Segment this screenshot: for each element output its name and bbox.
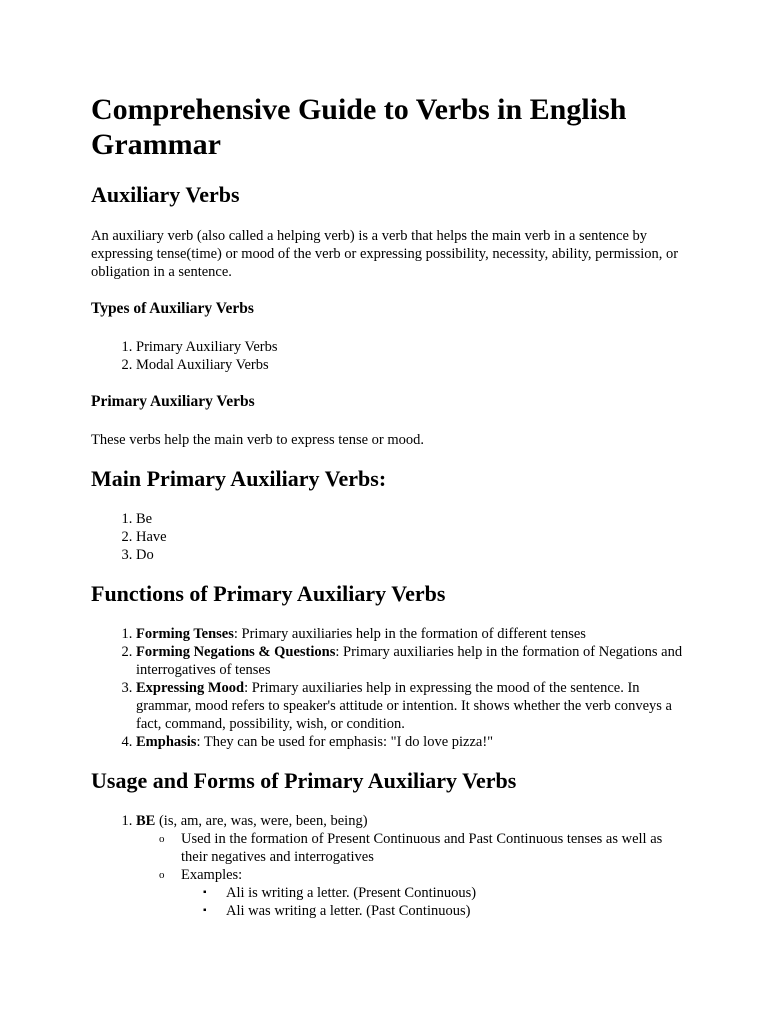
circle-bullet-icon: o	[159, 833, 165, 845]
main-primary-list	[91, 510, 691, 564]
types-heading: Types of Auxiliary Verbs	[91, 300, 254, 317]
example-item: ▪ Ali is writing a letter. (Present Continuous)	[203, 885, 477, 901]
list-item	[136, 812, 691, 920]
function-text: : Primary auxiliaries help in expressing the mood of the sentence. In grammar, mood refers to speaker's attitude or intention. It shows whether the verb conveys a fact, command, possibility, wish, or condition.	[136, 680, 672, 732]
square-bullet-icon: ▪	[203, 887, 207, 898]
function-text: : Primary auxiliaries help in the formation of different tenses	[233, 626, 586, 642]
function-text: : Primary auxiliaries help in the formation of Negations and interrogatives of tenses	[136, 644, 683, 678]
functions-heading: Functions of Primary Auxiliary Verbs	[91, 581, 446, 606]
function-term: Expressing Mood	[136, 680, 245, 696]
primary-auxiliary-heading: Primary Auxiliary Verbs	[91, 393, 255, 410]
auxiliary-intro-paragraph: An auxiliary verb (also called a helping verb) is a verb that helps the main verb in a sentence by expressing tense(time) or mood of the verb or expressing possibility, necessity, ability, permission, or obligation in a sentence.	[91, 228, 679, 280]
usage-term: BE	[136, 813, 156, 829]
examples-list	[181, 884, 691, 920]
list-item: 1. Be	[136, 510, 691, 528]
sub-list-item: o Examples: ▪ Ali is writing a letter. (Present Continuous) ▪ Ali was writing a letter. (Past Continuous)	[181, 866, 691, 920]
square-bullet-icon: ▪	[203, 905, 207, 916]
list-item	[136, 625, 691, 643]
auxiliary-verbs-heading: Auxiliary Verbs	[91, 182, 240, 207]
list-item: 1. Primary Auxiliary Verbs	[136, 338, 691, 356]
primary-auxiliary-paragraph: These verbs help the main verb to express tense or mood.	[91, 432, 425, 448]
page-title: Comprehensive Guide to Verbs in English Grammar	[91, 93, 627, 161]
types-list	[91, 338, 691, 374]
function-text: : They can be used for emphasis: "I do love pizza!"	[196, 734, 494, 750]
usage-list	[91, 812, 691, 920]
main-primary-heading: Main Primary Auxiliary Verbs:	[91, 466, 387, 491]
usage-heading: Usage and Forms of Primary Auxiliary Verbs	[91, 768, 517, 793]
list-item	[136, 733, 691, 751]
function-term: Forming Negations & Questions	[136, 644, 336, 660]
document-content	[91, 92, 691, 920]
function-term: Forming Tenses	[136, 626, 234, 642]
list-item: 3. Do	[136, 546, 691, 564]
functions-list	[91, 625, 691, 751]
example-item: ▪ Ali was writing a letter. (Past Continuous)	[203, 903, 471, 919]
circle-bullet-icon: o	[159, 869, 165, 881]
function-term: Emphasis	[136, 734, 197, 750]
sub-list-item: o Used in the formation of Present Continuous and Past Continuous tenses as well as their negatives and interrogatives	[159, 831, 663, 865]
usage-forms: (is, am, are, was, were, been, being)	[155, 813, 368, 829]
list-item	[136, 643, 691, 679]
list-item	[136, 679, 691, 733]
list-item: 2. Modal Auxiliary Verbs	[136, 356, 691, 374]
list-item: 2. Have	[136, 528, 691, 546]
usage-sub-list	[136, 830, 691, 920]
